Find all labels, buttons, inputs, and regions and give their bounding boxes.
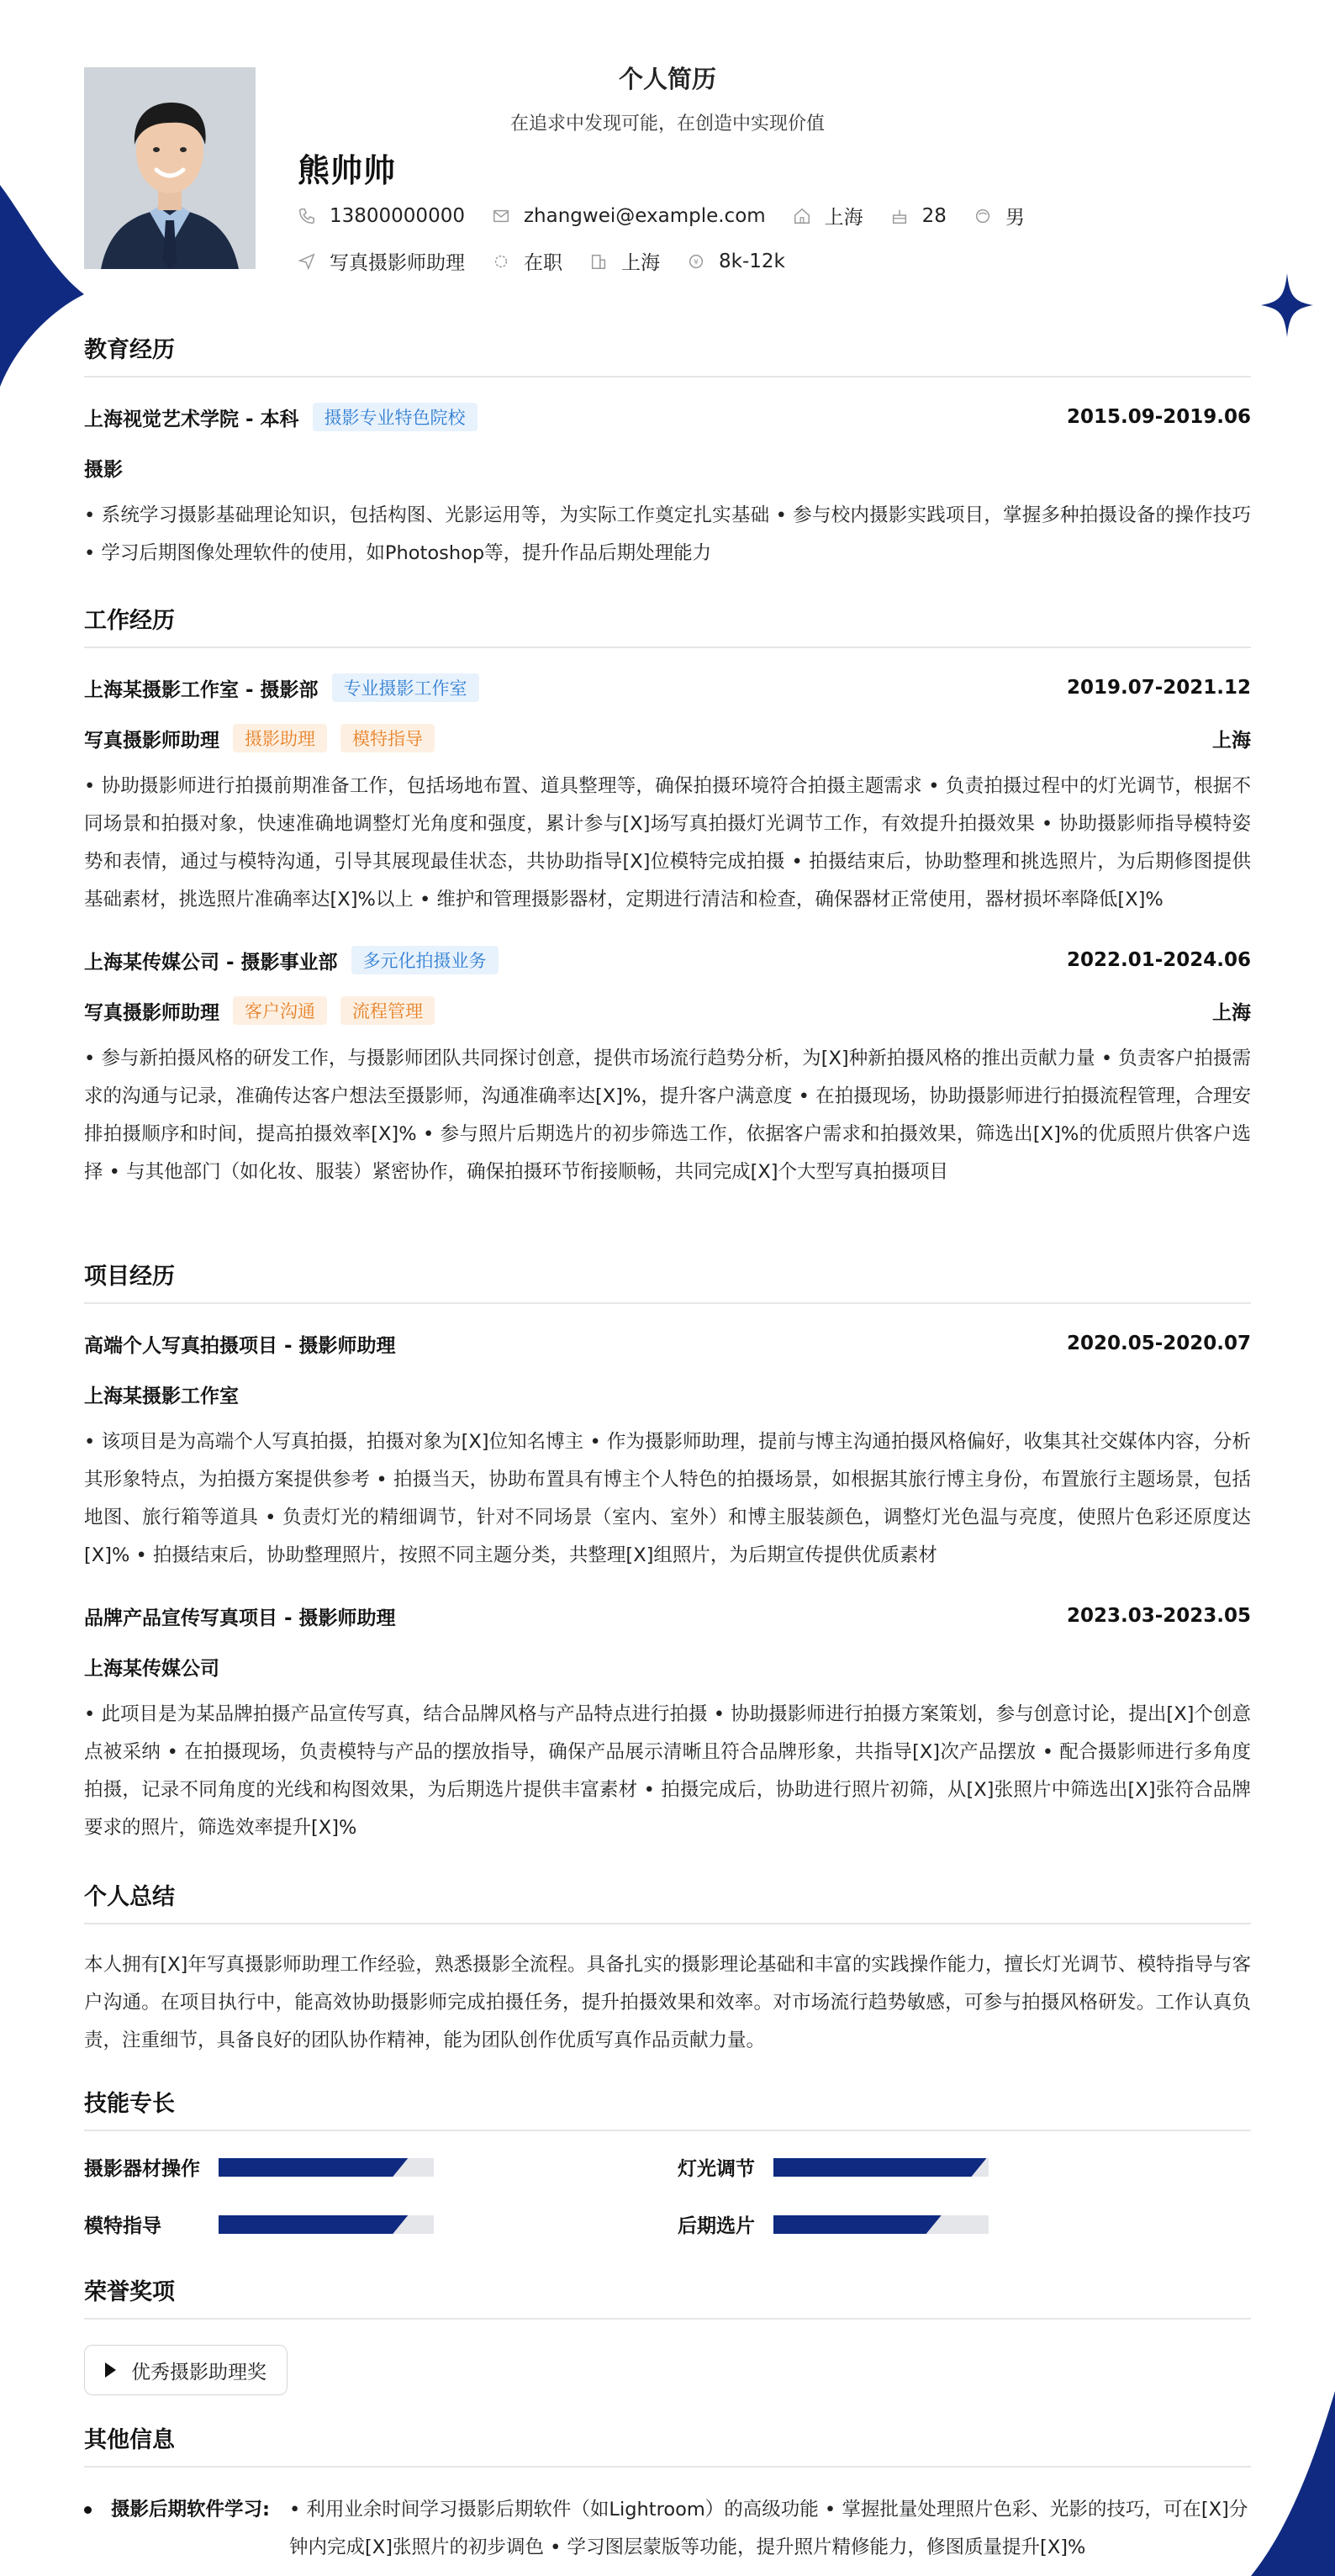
education-date: 2015.09-2019.06 (1066, 406, 1251, 428)
skill-bar-fill (219, 2215, 408, 2234)
award-item[interactable] (84, 2345, 288, 2395)
skill-name: 后期选片 (678, 2215, 755, 2237)
work-section (84, 602, 1251, 1191)
project-item (84, 1600, 1251, 1847)
education-header-row (84, 401, 1251, 433)
svg-text:¥: ¥ (694, 257, 699, 267)
bullet-icon (84, 2506, 92, 2514)
project-org: 上海某传媒公司 (84, 1657, 219, 1680)
project-item (84, 1328, 1251, 1575)
role-tag: 流程管理 (340, 996, 435, 1025)
company-row (84, 672, 1251, 704)
role-tag: 模特指导 (340, 724, 435, 752)
home-icon (793, 207, 811, 225)
play-icon (105, 2362, 116, 2378)
work-description: • 参与新拍摄风格的研发工作，与摄影师团队共同探讨创意，提供市场流行趋势分析，为[X]种新拍摄风格的推出贡献力量 • 负责客户拍摄需求的沟通与记录，准确传达客户想法至摄影师，沟通准确率达[X]%，提升客户满意度 • 在拍摄现场，协助摄影师进行拍摄流程管理，合理安排拍摄顺序和时间，提高拍摄效率[X]% • 参与照片后期选片的初步筛选工作，依据客户需求和拍摄效果，筛选出[X]%的优质照片供客户选择 • 与其他部门（如化妆、服装）紧密协作，确保拍摄环节衔接顺畅，共同完成[X]个大型写真拍摄项目 (84, 1048, 1251, 1183)
skill-bar-fill (773, 2215, 942, 2234)
project-org: 上海某摄影工作室 (84, 1385, 239, 1407)
skill-item (678, 2210, 755, 2238)
work-item (84, 944, 1251, 1191)
major: 摄影 (84, 458, 123, 481)
gender-item (974, 202, 1025, 230)
other-item (84, 2491, 1251, 2567)
work-description: • 协助摄影师进行拍摄前期准备工作，包括场地布置、道具整理等，确保拍摄环境符合拍摄主题需求 • 负责拍摄过程中的灯光调节，根据不同场景和拍摄对象，快速准确地调整灯光角度和强度，累计参与[X]场写真拍摄灯光调节工作，有效提升拍摄效果 • 协助摄影师指导模特姿势和表情，通过与模特沟通，引导其展现最佳状态，共协助指导[X]位模特完成拍摄 • 拍摄结束后，协助整理和挑选照片，为后期修图提供基础素材，挑选照片准确率达[X]%以上 • 维护和管理摄影器材，定期进行清洁和检查，确保器材正常使用，器材损坏率降低[X]% (84, 775, 1251, 911)
work-date: 2019.07-2021.12 (1066, 677, 1251, 699)
age-text: 28 (921, 204, 947, 227)
section-title: 荣誉奖项 (84, 2273, 1251, 2320)
location-item (793, 202, 863, 230)
skill-item (84, 2210, 161, 2238)
money-icon (687, 252, 705, 271)
company-name: 上海某摄影工作室 - 摄影部 (84, 678, 319, 701)
skill-bar (219, 2215, 434, 2234)
skill-item (84, 2153, 200, 2181)
school-name: 上海视觉艺术学院 - 本科 (84, 408, 299, 430)
summary-section (84, 1878, 1251, 2060)
skill-bar-fill (773, 2158, 986, 2177)
projects-section (84, 1258, 1251, 1847)
work-city: 上海 (1212, 729, 1251, 752)
corner-decoration (0, 185, 84, 387)
project-org-row (84, 1378, 1251, 1410)
awards-section (84, 2273, 1251, 2395)
skill-bar (219, 2158, 434, 2177)
section-title: 项目经历 (84, 1258, 1251, 1304)
gender-text: 男 (1005, 207, 1025, 229)
building-icon (589, 252, 608, 271)
skill-name: 灯光调节 (678, 2158, 755, 2180)
role-tag: 客户沟通 (233, 996, 327, 1025)
role-row (84, 995, 1251, 1027)
role-title: 写真摄影师助理 (84, 729, 219, 752)
work-date: 2022.01-2024.06 (1066, 949, 1251, 971)
star-decoration-icon (1261, 273, 1313, 337)
skill-name: 模特指导 (84, 2215, 161, 2237)
section-title: 教育经历 (84, 331, 1251, 377)
work-city-item (589, 247, 660, 275)
work-city-text: 上海 (621, 252, 660, 274)
project-description: • 该项目是为高端个人写真拍摄，拍摄对象为[X]位知名博主 • 作为摄影师助理，提前与博主沟通拍摄风格偏好，收集其社交媒体内容，分析其形象特点，为拍摄方案提供参考 • 拍摄当天，协助布置具有博主个人特色的拍摄场景，如根据其旅行博主身份，布置旅行主题场景，包括地图、旅行箱等道具 • 负责灯光的精细调节，针对不同场景（室内、室外）和博主服装颜色，调整灯光色温与亮度，使照片色彩还原度达[X]% • 拍摄结束后，协助整理照片，按照不同主题分类，共整理[X]组照片，为后期宣传提供优质素材 (84, 1431, 1251, 1566)
project-name: 高端个人写真拍摄项目 - 摄影师助理 (84, 1334, 396, 1357)
gender-icon (974, 207, 992, 225)
skill-name: 摄影器材操作 (84, 2158, 200, 2180)
skill-bar (773, 2215, 989, 2234)
project-name-row (84, 1600, 1251, 1632)
status-item (492, 247, 562, 275)
cake-icon (890, 207, 909, 225)
candidate-name: 熊帅帅 (298, 152, 397, 189)
skills-grid (84, 2153, 1251, 2271)
status-icon (492, 252, 510, 271)
skills-section (84, 2085, 1251, 2271)
role-row (84, 722, 1251, 754)
section-title: 其他信息 (84, 2421, 1251, 2468)
other-section (84, 2421, 1251, 2567)
resume-page (84, 0, 1251, 2558)
project-date: 2020.05-2020.07 (1066, 1333, 1251, 1354)
project-name: 品牌产品宣传写真项目 - 摄影师助理 (84, 1607, 396, 1629)
phone-icon (298, 207, 316, 225)
age-item (890, 205, 947, 227)
status-text: 在职 (524, 252, 562, 274)
contact-row (298, 202, 1052, 230)
work-city: 上海 (1212, 1001, 1251, 1024)
company-row (84, 944, 1251, 976)
company-tag: 多元化拍摄业务 (351, 946, 499, 974)
company-name: 上海某传媒公司 - 摄影事业部 (84, 951, 338, 974)
motto: 在追求中发现可能，在创造中实现价值 (509, 113, 825, 135)
skill-bar (773, 2158, 989, 2177)
resume-header (84, 0, 1251, 286)
role-tag: 摄影助理 (233, 724, 327, 752)
project-name-row (84, 1328, 1251, 1359)
other-text: • 利用业余时间学习摄影后期软件（如Lightroom）的高级功能 • 掌握批量处理照片色彩、光影的技巧，可在[X]分钟内完成[X]张照片的初步调色 • 学习图层蒙版等功能，提升照片精修能力，修图质量提升[X]% (289, 2499, 1248, 2558)
major-row (84, 451, 1251, 483)
project-description: • 此项目是为某品牌拍摄产品宣传写真，结合品牌风格与产品特点进行拍摄 • 协助摄影师进行拍摄方案策划，参与创意讨论，提出[X]个创意点被采纳 • 在拍摄现场，负责模特与产品的摆放指导，确保产品展示清晰且符合品牌形象，共指导[X]次产品摆放 • 配合摄影师进行多角度拍摄，记录不同角度的光线和构图效果，为后期选片提供丰富素材 • 拍摄完成后，协助进行照片初筛，从[X]张照片中筛选出[X]张符合品牌要求的照片，筛选效率提升[X]% (84, 1703, 1251, 1839)
section-title: 个人总结 (84, 1878, 1251, 1924)
salary-text: 8k-12k (719, 250, 785, 272)
document-title: 个人简历 (618, 65, 716, 93)
section-title: 工作经历 (84, 602, 1251, 648)
award-name: 优秀摄影助理奖 (131, 2361, 266, 2383)
project-date: 2023.03-2023.05 (1066, 1605, 1251, 1627)
education-section (84, 331, 1251, 573)
work-item (84, 672, 1251, 919)
summary-text: 本人拥有[X]年写真摄影师助理工作经验，熟悉摄影全流程。具备扎实的摄影理论基础和丰富的实践操作能力，擅长灯光调节、模特指导与客户沟通。在项目执行中，能高效协助摄影师完成拍摄任务，提升拍摄效果和效率。对市场流行趋势敏感，可参与拍摄风格研发。工作认真负责，注重细节，具备良好的团队协作精神，能为团队创作优质写真作品贡献力量。 (84, 1954, 1251, 2051)
skill-item (678, 2153, 755, 2181)
role-title: 写真摄影师助理 (84, 1001, 219, 1024)
other-label: 摄影后期软件学习: (111, 2499, 270, 2521)
education-description: • 系统学习摄影基础理论知识，包括构图、光影运用等，为实际工作奠定扎实基础 • 参与校内摄影实践项目，掌握多种拍摄设备的操作技巧 • 学习后期图像处理软件的使用，如Photoshop等，提升作品后期处理能力 (84, 504, 1251, 564)
job-intent-row (298, 247, 812, 275)
email-text: zhangwei@example.com (523, 204, 766, 227)
skill-bar-fill (219, 2158, 408, 2177)
send-icon (298, 252, 316, 271)
company-tag: 专业摄影工作室 (332, 673, 479, 702)
phone-text: 13800000000 (330, 204, 465, 227)
salary-item (687, 251, 785, 272)
job-target-text: 写真摄影师助理 (330, 252, 465, 274)
mail-icon (492, 207, 510, 225)
school-tag: 摄影专业特色院校 (313, 403, 478, 431)
section-title: 技能专长 (84, 2085, 1251, 2131)
corner-decoration (1251, 2391, 1335, 2576)
email-item (492, 205, 766, 227)
profile-photo (84, 67, 256, 269)
location-text: 上海 (824, 207, 863, 229)
job-target-item (298, 247, 465, 275)
project-org-row (84, 1650, 1251, 1682)
phone-item (298, 205, 465, 227)
